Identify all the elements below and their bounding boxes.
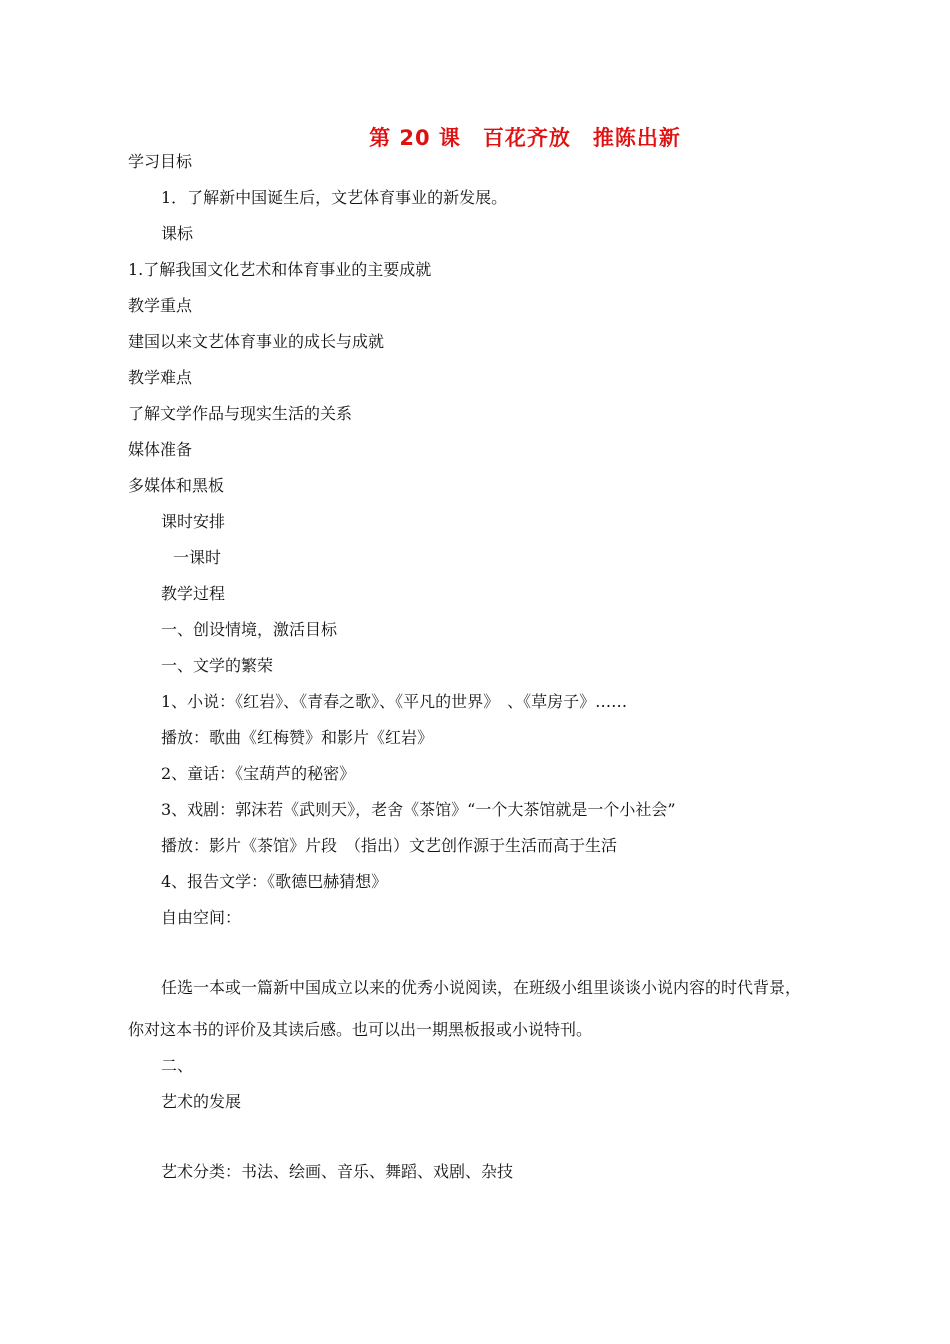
text-line: 2、童话：《宝葫芦的秘密》 [161, 764, 356, 783]
text-line: 1．了解新中国诞生后，文艺体育事业的新发展。 [161, 188, 508, 207]
text-line: 你对这本书的评价及其读后感。也可以出一期黑板报或小说特刊。 [128, 1020, 593, 1039]
text-line: 教学过程 [161, 584, 226, 603]
text-line: 教学难点 [128, 368, 193, 387]
text-line: 自由空间： [161, 908, 242, 927]
text-line: 一课时 [173, 548, 222, 567]
text-line: 学习目标 [128, 152, 193, 171]
text-line: 一、创设情境，激活目标 [161, 620, 338, 639]
text-line: 艺术分类：书法、绘画、音乐、舞蹈、戏剧、杂技 [161, 1162, 514, 1181]
text-line: 播放：歌曲《红梅赞》和影片《红岩》 [161, 728, 434, 747]
text-line: 多媒体和黑板 [128, 476, 225, 495]
text-line: 1、小说：《红岩》、《青春之歌》、《平凡的世界》 、《草房子》…… [161, 692, 628, 711]
text-line: 建国以来文艺体育事业的成长与成就 [128, 332, 385, 351]
text-line: 1.了解我国文化艺术和体育事业的主要成就 [128, 260, 432, 279]
text-line: 了解文学作品与现实生活的关系 [128, 404, 353, 423]
page-title: 第 20 课 百花齐放 推陈出新 [369, 126, 681, 150]
text-line: 4、报告文学：《歌德巴赫猜想》 [161, 872, 388, 891]
text-line: 播放：影片《茶馆》片段 （指出）文艺创作源于生活而高于生活 [161, 836, 618, 855]
text-line: 教学重点 [128, 296, 193, 315]
text-line: 课时安排 [161, 512, 226, 531]
text-line: 媒体准备 [128, 440, 193, 459]
text-line: 任选一本或一篇新中国成立以来的优秀小说阅读，在班级小组里谈谈小说内容的时代背景， [161, 978, 802, 997]
text-line: 3、戏剧：郭沫若《武则天》，老舍《茶馆》“一个大茶馆就是一个小社会” [161, 800, 676, 819]
text-line: 课标 [161, 224, 194, 243]
text-line: 艺术的发展 [161, 1092, 242, 1111]
text-line: 一、文学的繁荣 [161, 656, 274, 675]
text-line: 二、 [161, 1056, 194, 1075]
